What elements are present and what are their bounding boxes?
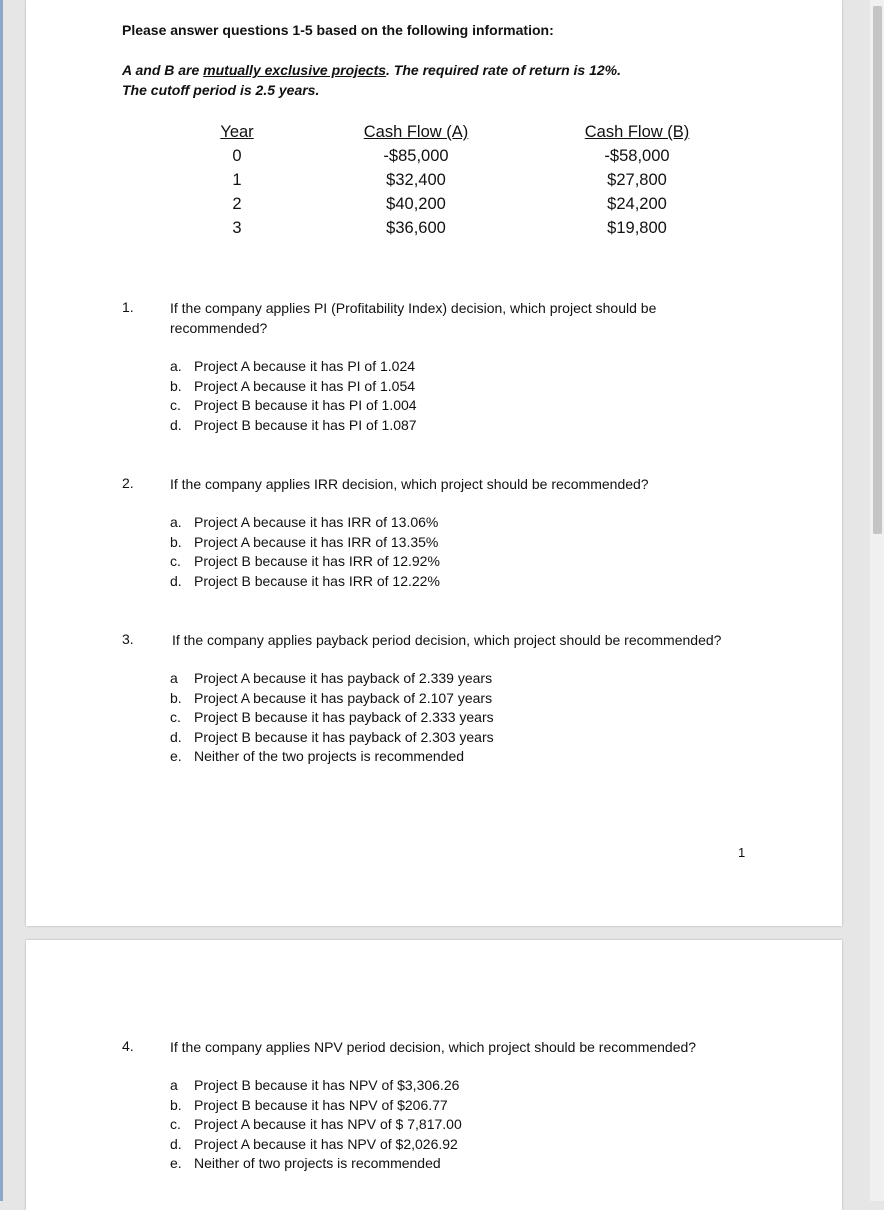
year-cell: 0	[232, 147, 242, 165]
document-page-2	[26, 940, 842, 1210]
info-suffix: . The required rate of return is 12%.	[386, 62, 621, 78]
cutoff-info: The cutoff period is 2.5 years.	[122, 82, 320, 98]
year-cell: 3	[232, 219, 242, 237]
cash-b-cell: $27,800	[607, 171, 667, 189]
question-1-number: 1.	[122, 299, 134, 315]
question-4-options	[170, 1076, 462, 1174]
instruction-heading: Please answer questions 1-5 based on the following information:	[122, 22, 554, 38]
question-4-number: 4.	[122, 1038, 134, 1054]
year-cell: 1	[232, 171, 242, 189]
window-left-edge	[0, 0, 3, 1201]
info-prefix: A and B are	[122, 62, 204, 78]
option: d. Project A because it has NPV of $2,026.92	[170, 1135, 458, 1152]
question-3-options	[170, 669, 494, 767]
question-1-text: If the company applies PI (Profitability Index) decision, which project should be recommended?	[170, 300, 657, 336]
question-2-number: 2.	[122, 475, 134, 491]
option: c. Project B because it has payback of 2.333 years	[170, 709, 494, 726]
option: d. Project B because it has payback of 2.303 years	[170, 728, 494, 745]
cash-b-cell: $24,200	[607, 195, 667, 213]
cash-a-cell: $40,200	[386, 195, 446, 213]
option: d. Project B because it has IRR of 12.22%	[170, 572, 440, 589]
option: b. Project A because it has PI of 1.054	[170, 377, 416, 394]
option: a. Project A because it has IRR of 13.06%	[170, 514, 439, 530]
vertical-scrollbar[interactable]	[870, 0, 884, 1201]
question-2-options	[170, 513, 440, 591]
option: b. Project B because it has NPV of $206.77	[170, 1096, 448, 1113]
cash-flow-a-column	[356, 120, 476, 240]
option: a Project A because it has payback of 2.339 years	[170, 670, 493, 686]
project-info	[122, 62, 621, 78]
info-underlined: mutually exclusive projects	[203, 62, 387, 78]
option: c. Project A because it has NPV of $ 7,817.00	[170, 1116, 462, 1133]
option: e. Neither of the two projects is recommended	[170, 748, 465, 765]
cash-flow-b-header: Cash Flow (B)	[584, 123, 690, 141]
scrollbar-thumb[interactable]	[873, 6, 882, 534]
option: a. Project A because it has PI of 1.024	[170, 358, 416, 374]
option: e. Neither of two projects is recommended	[170, 1155, 441, 1172]
option: c. Project B because it has PI of 1.004	[170, 397, 417, 414]
question-3-number: 3.	[122, 631, 134, 647]
cash-flow-a-header: Cash Flow (A)	[363, 123, 469, 141]
document-page-1	[26, 0, 842, 926]
option: b. Project A because it has payback of 2.107 years	[170, 689, 493, 706]
year-column	[216, 120, 258, 240]
option: d. Project B because it has PI of 1.087	[170, 416, 417, 433]
year-cell: 2	[232, 195, 242, 213]
question-4-text: If the company applies NPV period decision, which project should be recommended?	[170, 1039, 697, 1055]
option: a Project B because it has NPV of $3,306.26	[170, 1077, 460, 1093]
cash-flow-b-column	[577, 120, 697, 240]
option: b. Project A because it has IRR of 13.35%	[170, 533, 439, 550]
option: c. Project B because it has IRR of 12.92%	[170, 553, 440, 570]
page-number: 1	[738, 845, 746, 860]
question-3-text: If the company applies payback period decision, which project should be recommended?	[172, 632, 722, 648]
cash-b-cell: -$58,000	[604, 147, 670, 165]
question-2-text: If the company applies IRR decision, which project should be recommended?	[170, 476, 649, 492]
cash-b-cell: $19,800	[607, 219, 667, 237]
question-1-options	[170, 357, 417, 435]
cash-a-cell: $32,400	[386, 171, 446, 189]
cash-a-cell: $36,600	[386, 219, 446, 237]
year-header: Year	[220, 123, 254, 141]
cash-a-cell: -$85,000	[383, 147, 449, 165]
